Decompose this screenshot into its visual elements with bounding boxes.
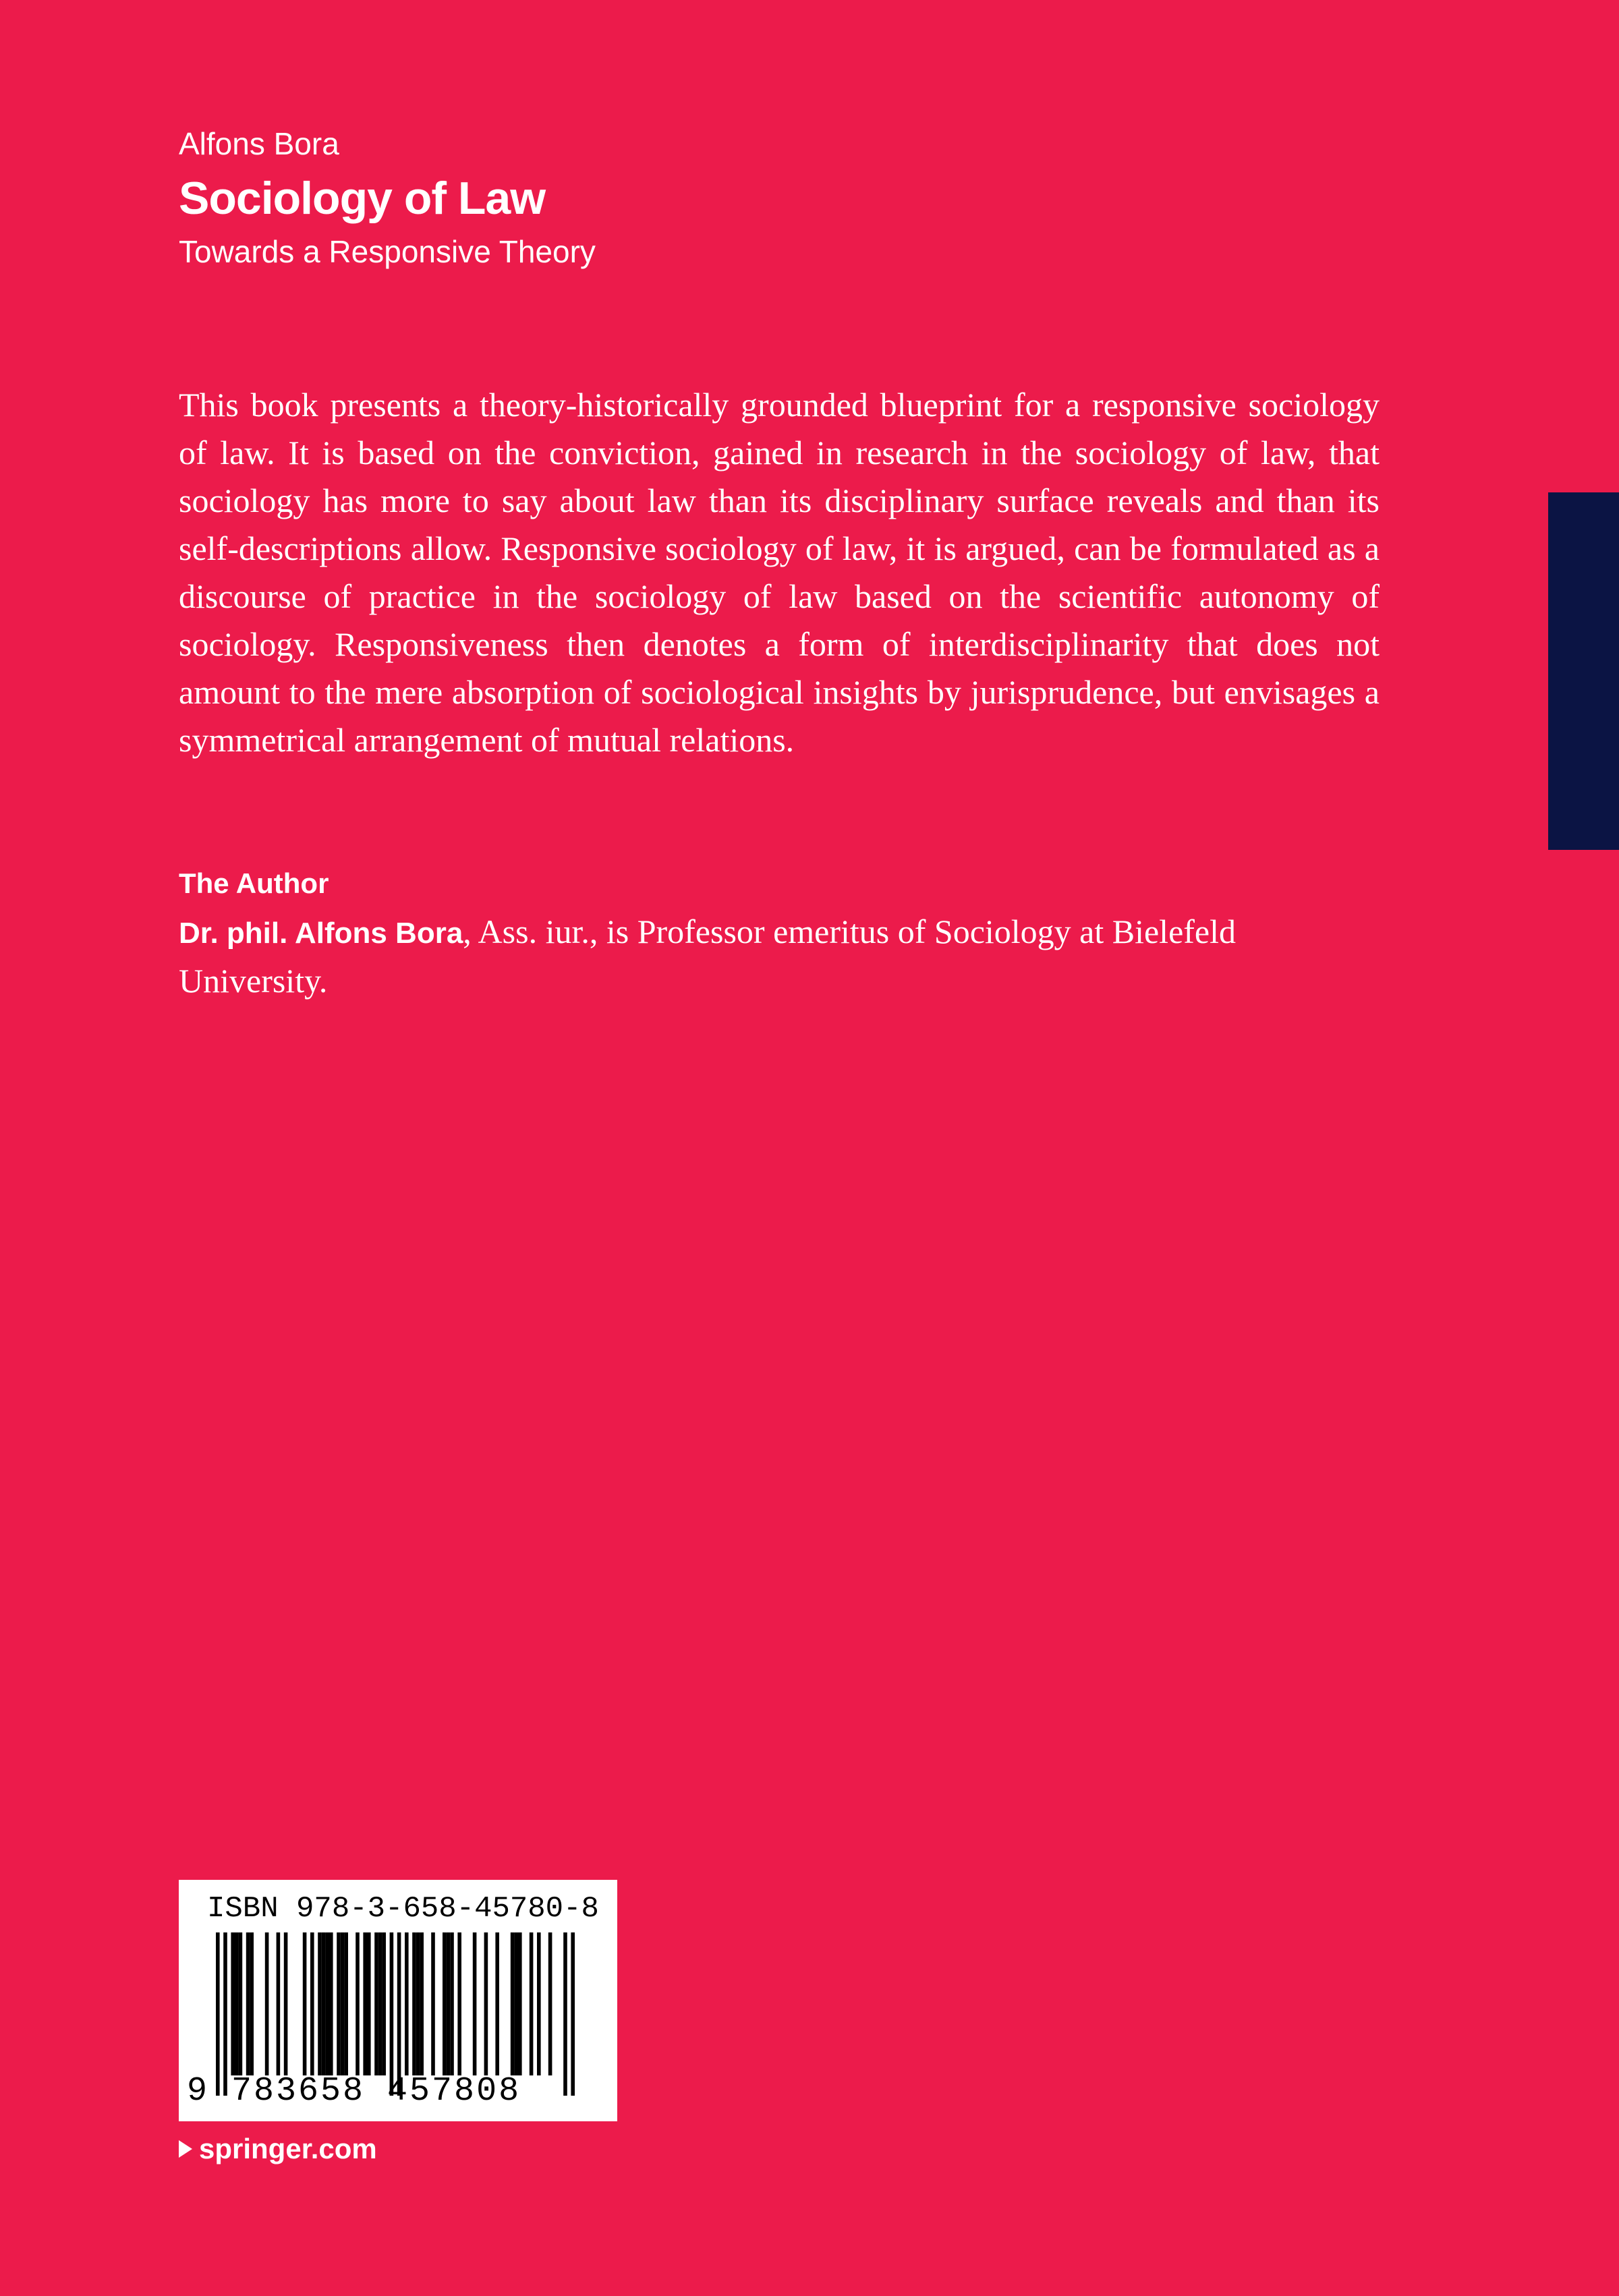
barcode-bar (235, 1932, 239, 2075)
barcode-bar (563, 1932, 567, 2096)
barcode-bar (250, 1932, 254, 2075)
barcode-bar (344, 1932, 348, 2075)
barcode-bar (571, 1932, 575, 2096)
cover-header (179, 125, 596, 272)
book-blurb: This book presents a theory-historically grounded blueprint for a responsive sociology of law. It is based on the conviction, gained in research in the sociology of law, that sociology has more to say about law than its disciplinary surface reveals and than its self-descriptions allow. Responsive sociology of law, it is argued, can be formulated as a discourse of practice in the sociology of law based on the scientific autonomy of sociology. Responsiveness then denotes a form of interdisciplinarity that does not amount to the mere absorption of sociological insights by jurisprudence, but envisages a symmetrical arrangement of mutual relations. (179, 386, 1380, 759)
barcode-bar (412, 1932, 416, 2075)
barcode-bar (310, 1932, 314, 2075)
barcode-bar (518, 1932, 522, 2075)
barcode-bar (246, 1932, 250, 2075)
isbn-barcode (179, 1880, 617, 2121)
barcode-bar (382, 1932, 386, 2075)
barcode-bar (495, 1932, 499, 2075)
author-name: Alfons Bora (179, 126, 339, 161)
barcode-bar (405, 1932, 409, 2075)
barcode-bar (216, 1932, 220, 2096)
barcode-bar (514, 1932, 518, 2075)
book-subtitle: Towards a Responsive Theory (179, 234, 596, 269)
barcode-bar (484, 1932, 488, 2075)
barcode-bar (416, 1932, 420, 2075)
barcode-bar (443, 1932, 447, 2075)
publisher-website-link[interactable] (179, 2131, 377, 2166)
publisher-website-text: springer.com (199, 2133, 377, 2164)
barcode-bar (341, 1932, 345, 2075)
barcode-bar (367, 1932, 371, 2075)
barcode-bar (450, 1932, 454, 2075)
barcode-bar (457, 1932, 461, 2075)
barcode-bar (231, 1932, 235, 2075)
author-bio-text: , Ass. iur., is Professor emeritus of Sociology at Bielefeld University. (179, 913, 1236, 1000)
barcode-bar (390, 1932, 394, 2096)
book-title: Sociology of Law (179, 173, 546, 224)
barcode-bar (374, 1932, 378, 2075)
barcode-bar (356, 1932, 360, 2075)
about-author-heading: The Author (179, 867, 329, 899)
barcode-bar (511, 1932, 515, 2075)
barcode-bar (318, 1932, 322, 2075)
barcode-bar (530, 1932, 534, 2075)
about-author-section (179, 862, 1380, 1004)
barcode-bar (265, 1932, 269, 2075)
barcode-bar (363, 1932, 367, 2075)
barcode-bar (223, 1932, 227, 2096)
barcode-bar (420, 1932, 424, 2075)
isbn-number: ISBN 978-3-658-45780-8 (207, 1892, 599, 1926)
barcode-bar (303, 1932, 307, 2075)
barcode-bar (322, 1932, 326, 2075)
barcode-bar (473, 1932, 477, 2075)
barcode-bar (337, 1932, 341, 2075)
barcode-bar (431, 1932, 435, 2075)
barcode-bar (378, 1932, 382, 2075)
barcode-bar (277, 1932, 281, 2075)
barcode-bar (548, 1932, 552, 2075)
spine-color-tab (1548, 492, 1619, 850)
author-bio (179, 908, 1380, 1004)
barcode-bar (537, 1932, 541, 2075)
barcode-bar (329, 1932, 333, 2075)
barcode-bar (325, 1932, 329, 2075)
author-bio-name: Dr. phil. Alfons Bora (179, 917, 463, 950)
barcode-bar (447, 1932, 451, 2075)
barcode-digits: 9 783658 457808 (187, 2072, 521, 2111)
barcode-bar (284, 1932, 288, 2075)
barcode-bar (239, 1932, 243, 2075)
barcode-bar (397, 1932, 401, 2096)
arrow-right-icon (179, 2140, 192, 2158)
